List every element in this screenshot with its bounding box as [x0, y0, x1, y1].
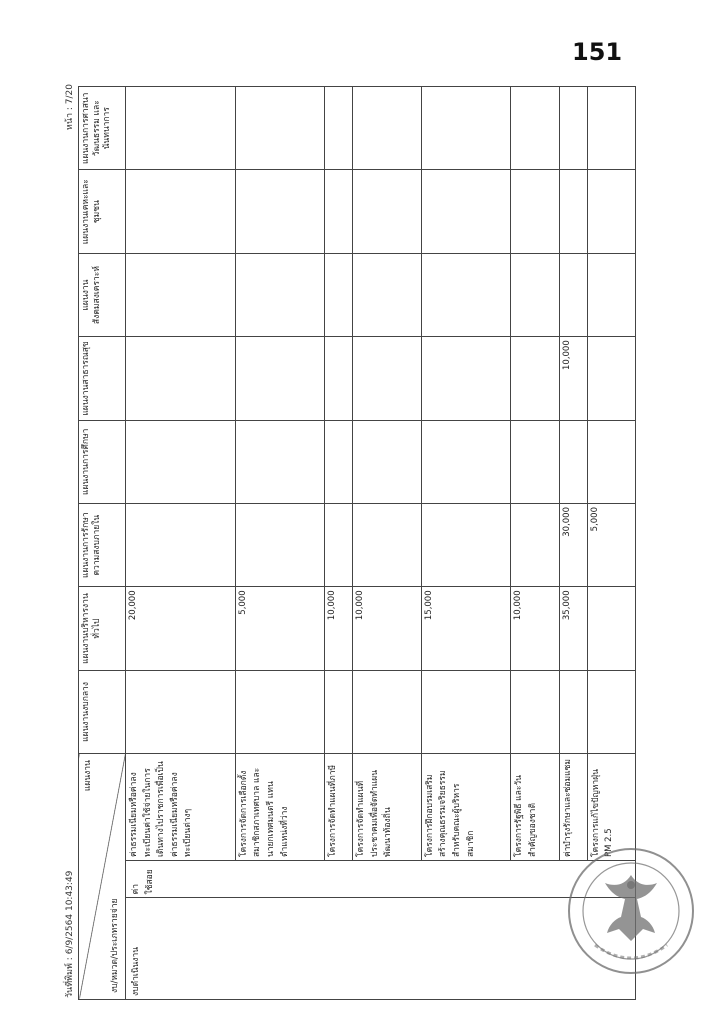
corner-header [79, 754, 126, 1000]
column-header: แผนงานเคหะและชุมชน [79, 170, 126, 253]
page-number: 151 [572, 38, 623, 66]
amount-cell [559, 670, 587, 753]
amount-cell [353, 253, 422, 336]
amount-cell: 5,000 [235, 587, 324, 670]
amount-cell [587, 253, 635, 336]
column-header: แผนงานการศึกษา [79, 420, 126, 503]
column-header: แผนงานสาธารณสุข [79, 337, 126, 420]
column-header: แผนงานงบกลาง [79, 670, 126, 753]
column-header: แผนงานการรักษาความสงบภายใน [79, 504, 126, 587]
amount-cell [559, 420, 587, 503]
amount-cell [325, 504, 353, 587]
expense-type: ค่าใช้สอย [126, 861, 636, 898]
column-header: แผนงานบริหารงานทั่วไป [79, 587, 126, 670]
amount-cell [353, 87, 422, 171]
amount-cell [235, 253, 324, 336]
budget-sheet [60, 80, 640, 1000]
project-name: โครงการจัดทำแผนที่ภาษี [325, 754, 353, 861]
amount-cell [325, 670, 353, 753]
amount-cell [421, 337, 510, 420]
corner-category-label: งบ/หมวด/ประเภทรายจ่าย [110, 898, 121, 993]
project-name: โครงการฝึกอบรมเสริมสร้างคุณธรรมจริยธรรม สำหรับคณะผู้บริหาร สมาชิก [421, 754, 510, 861]
amount-cell [559, 253, 587, 336]
amount-cell [353, 504, 422, 587]
amount-cell [325, 170, 353, 253]
amount-cell [235, 337, 324, 420]
amount-cell [353, 420, 422, 503]
amount-cell [587, 670, 635, 753]
amount-cell [353, 670, 422, 753]
amount-cell [126, 504, 236, 587]
amount-cell [511, 337, 559, 420]
amount-cell [421, 87, 510, 171]
plan-name: งบดำเนินงาน [126, 898, 636, 1000]
project-name: ค่าบำรุงรักษาและซ่อมแซม [559, 754, 587, 861]
amount-cell [511, 504, 559, 587]
header-row [79, 87, 126, 1000]
amount-cell: 10,000 [559, 337, 587, 420]
project-name: ค่าธรรมเนียมหรือค่าลงทะเบียนค่าใช้จ่ายในการเดินทางไปราชการเพื่อเป็นค่าธรรมเนียมหรือค่าลงทะเบียนต่างๆ [126, 754, 236, 861]
amount-cell [235, 504, 324, 587]
amount-cell [511, 253, 559, 336]
amount-cell [559, 87, 587, 171]
amount-cell [587, 587, 635, 670]
amount-cell: 30,000 [559, 504, 587, 587]
amount-cell: 10,000 [353, 587, 422, 670]
budget-table [78, 86, 636, 1000]
print-date: วันที่พิมพ์ : 6/9/2564 10:43:49 [65, 870, 75, 998]
amount-cell [421, 170, 510, 253]
amount-cell [325, 87, 353, 171]
amount-cell [235, 87, 324, 171]
amount-cell: 35,000 [559, 587, 587, 670]
amount-cell [126, 170, 236, 253]
amount-cell: 20,000 [126, 587, 236, 670]
project-name: โครงการจัดทำแผนที่ประชาคมเพื่อจัดทำแผนพัฒนาท้องถิ่น [353, 754, 422, 861]
amount-cell [325, 337, 353, 420]
amount-cell [421, 670, 510, 753]
amount-cell [235, 670, 324, 753]
amount-cell: 5,000 [587, 504, 635, 587]
amount-cell [587, 337, 635, 420]
amount-cell [325, 420, 353, 503]
amount-cell [511, 87, 559, 171]
garuda-seal-icon [565, 845, 697, 977]
column-header: แผนงานสังคมสงเคราะห์ [79, 253, 126, 336]
amount-cell [126, 337, 236, 420]
amount-cell [559, 170, 587, 253]
amount-cell [511, 420, 559, 503]
amount-cell: 15,000 [421, 587, 510, 670]
column-header: แผนงานการศาสนา วัฒนธรรม และนันทนาการ [79, 87, 126, 171]
amount-cell [587, 420, 635, 503]
amount-cell [325, 253, 353, 336]
amount-cell: 10,000 [511, 587, 559, 670]
amount-cell [587, 170, 635, 253]
amount-cell [421, 504, 510, 587]
amount-cell [235, 170, 324, 253]
amount-cell [511, 170, 559, 253]
amount-cell [126, 253, 236, 336]
amount-cell [353, 337, 422, 420]
amount-cell: 10,000 [325, 587, 353, 670]
amount-cell [587, 87, 635, 171]
corner-plan-label: แผนงาน [83, 760, 93, 792]
project-name: โครงการแก้ไขปัญหาฝุ่น PM 2.5 [587, 754, 635, 861]
amount-cell [235, 420, 324, 503]
amount-cell [126, 670, 236, 753]
project-name: โครงการจัดการเลือกตั้งสมาชิกสภาเทศบาล และนายกเทศมนตรี แทนตำแหน่งที่ว่าง [235, 754, 324, 861]
amount-cell [126, 420, 236, 503]
amount-cell [353, 170, 422, 253]
amount-cell [126, 87, 236, 171]
sheet-page-indicator: หน้า : 7/20 [65, 84, 75, 131]
amount-cell [421, 420, 510, 503]
amount-cell [421, 253, 510, 336]
table-row [126, 87, 236, 1000]
project-name: โครงการรัฐพิธี และวันสำคัญของชาติ [511, 754, 559, 861]
amount-cell [511, 670, 559, 753]
